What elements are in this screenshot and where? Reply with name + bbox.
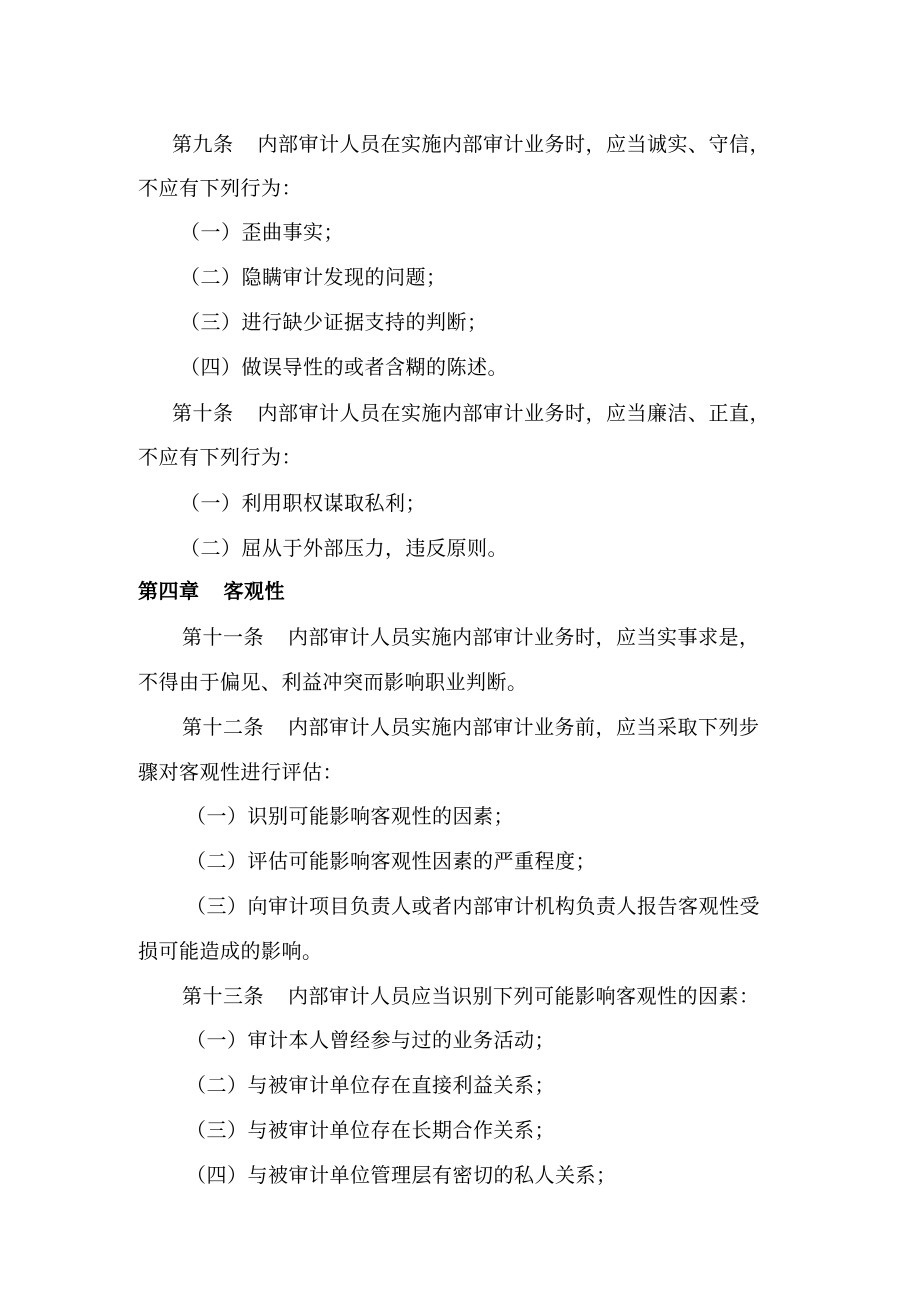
article-10-item-1: （一）利用职权谋取私利； [180, 491, 426, 515]
article-9-item-1: （一）歪曲事实； [180, 220, 344, 244]
article-12-text: 内部审计人员实施内部审计业务前，应当采取下列步 [288, 715, 760, 739]
article-13-item-3: （三）与被审计单位存在长期合作关系； [186, 1118, 555, 1142]
article-12-label: 第十二条 [182, 715, 264, 739]
chapter-heading [138, 577, 285, 605]
article-12-item-2: （二）评估可能影响客观性因素的严重程度； [186, 849, 596, 873]
article-13-line-1 [182, 982, 760, 1010]
article-11-line-1 [182, 623, 760, 651]
article-9-line-2: 不应有下列行为： [138, 176, 302, 200]
article-12-item-3: （三）向审计项目负责人或者内部审计机构负责人报告客观性受 [186, 894, 760, 918]
article-12-line-2: 骤对客观性进行评估： [138, 760, 343, 784]
article-12-item-3-cont: 损可能造成的影响。 [138, 939, 323, 963]
article-9-item-4: （四）做误导性的或者含糊的陈述。 [180, 355, 508, 379]
article-10-text: 内部审计人员在实施内部审计业务时，应当廉洁、正直， [257, 401, 770, 425]
article-9-item-2: （二）隐瞒审计发现的问题； [180, 265, 447, 289]
chapter-label: 第四章 [138, 579, 200, 603]
article-9-text: 内部审计人员在实施内部审计业务时，应当诚实、守信， [257, 132, 770, 156]
article-13-item-2: （二）与被审计单位存在直接利益关系； [186, 1073, 555, 1097]
article-10-line-2: 不应有下列行为： [138, 445, 302, 469]
article-12-item-1: （一）识别可能影响客观性的因素； [186, 804, 514, 828]
article-13-item-4: （四）与被审计单位管理层有密切的私人关系； [186, 1163, 617, 1187]
article-13-item-1: （一）审计本人曾经参与过的业务活动； [186, 1028, 555, 1052]
article-9-label: 第九条 [172, 132, 234, 156]
article-11-text: 内部审计人员实施内部审计业务时，应当实事求是， [288, 625, 760, 649]
article-10-line-1 [172, 399, 770, 427]
article-11-line-2: 不得由于偏见、利益冲突而影响职业判断。 [138, 670, 528, 694]
article-12-line-1 [182, 713, 760, 741]
article-10-item-2: （二）屈从于外部压力，违反原则。 [180, 536, 508, 560]
article-10-label: 第十条 [172, 401, 234, 425]
chapter-title: 客观性 [223, 579, 285, 603]
article-9-line-1 [172, 130, 770, 158]
article-11-label: 第十一条 [182, 625, 264, 649]
article-9-item-3: （三）进行缺少证据支持的判断； [180, 310, 488, 334]
article-13-text: 内部审计人员应当识别下列可能影响客观性的因素： [288, 984, 760, 1008]
article-13-label: 第十三条 [182, 984, 264, 1008]
